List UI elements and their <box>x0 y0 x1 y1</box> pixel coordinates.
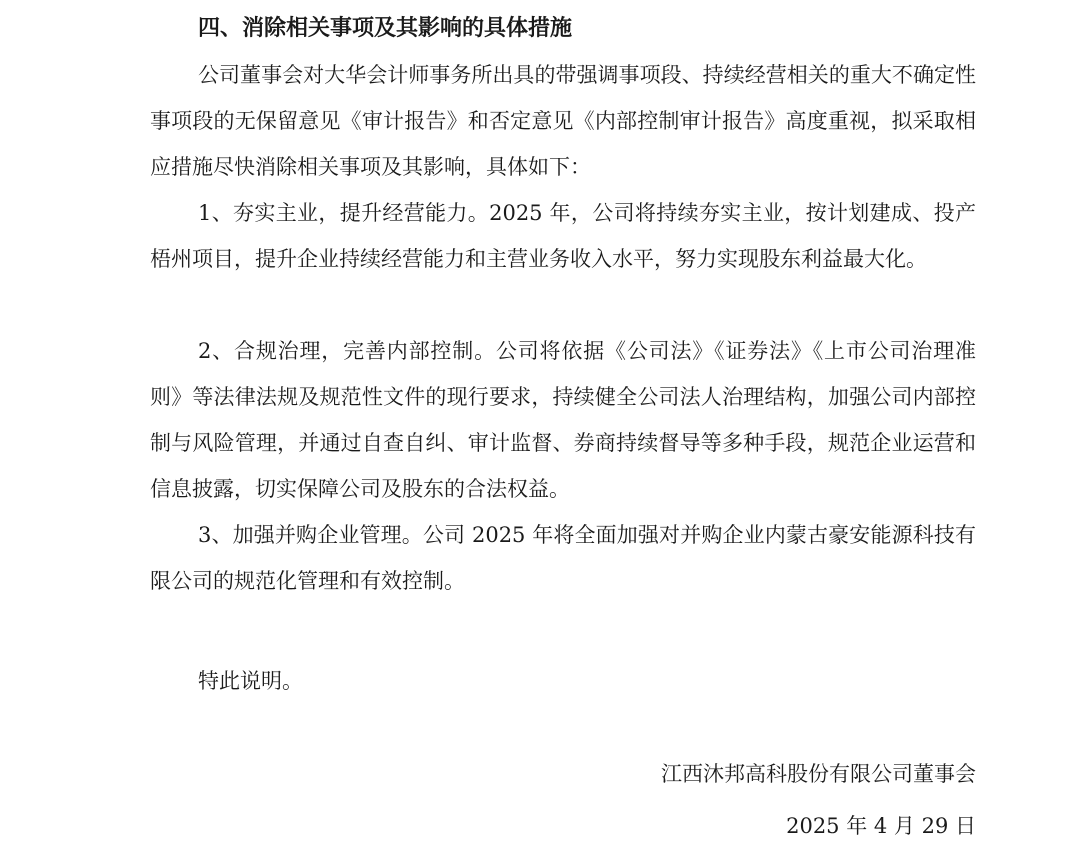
signature-block <box>661 748 976 852</box>
intro-paragraph: 公司董事会对大华会计师事务所出具的带强调事项段、持续经营相关的重大不确定性事项段的无保留意见《审计报告》和否定意见《内部控制审计报告》高度重视，拟采取相应措施尽快消除相关事项及其影响，具体如下： <box>150 63 976 179</box>
measure-paragraph-3: 3、加强并购企业管理。公司 2025 年将全面加强对并购企业内蒙古豪安能源科技有限公司的规范化管理和有效控制。 <box>150 523 976 593</box>
signature-company: 江西沐邦高科股份有限公司董事会 <box>661 762 976 786</box>
measure-paragraph-1: 1、夯实主业，提升经营能力。2025 年，公司将持续夯实主业，按计划建成、投产梧州项目，提升企业持续经营能力和主营业务收入水平，努力实现股东利益最大化。 <box>150 201 976 271</box>
section-title: 四、消除相关事项及其影响的具体措施 <box>198 16 573 41</box>
measure-paragraph-2: 2、合规治理，完善内部控制。公司将依据《公司法》《证券法》《上市公司治理准则》等法律法规及规范性文件的现行要求，持续健全公司法人治理结构，加强公司内部控制与风险管理，并通过自查自纠、审计监督、券商持续督导等多种手段，规范企业运营和信息披露，切实保障公司及股东的合法权益。 <box>150 339 976 501</box>
closing-statement: 特此说明。 <box>198 669 303 693</box>
signature-date: 2025 年 4 月 29 日 <box>786 814 976 838</box>
